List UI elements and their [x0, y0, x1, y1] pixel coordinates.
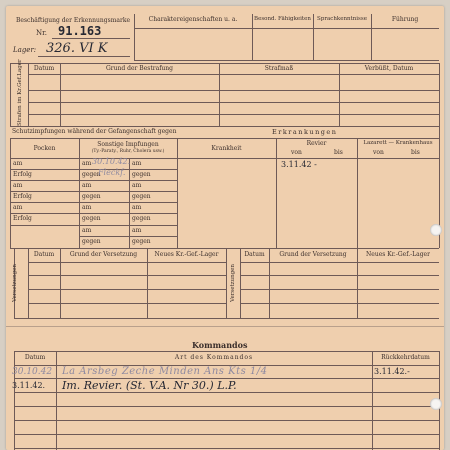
- kommando-row2-date: 3.11.42.: [12, 381, 46, 390]
- sonst-am-3a: am: [82, 204, 92, 211]
- kommando-row1-date: 30.10.42: [12, 367, 53, 377]
- vers-datum-2: Datum: [244, 251, 265, 258]
- sonst-gegen-4a: gegen: [82, 238, 101, 245]
- revier-bis: bis: [334, 149, 343, 156]
- beschaeftigung-label: Beschäftigung der Erkennungsmarke: [16, 17, 131, 24]
- pocken-am-1: am: [13, 160, 23, 167]
- versetzungen-side-2: Versetzungen: [230, 264, 236, 302]
- krankheit-header: Krankheit: [211, 145, 242, 152]
- fuehrung-header: Führung: [391, 16, 419, 23]
- pocken-am-3: am: [13, 204, 23, 211]
- fold-line: [6, 326, 444, 327]
- sonst-am-1a: am: [82, 160, 92, 167]
- vers-datum-1: Datum: [33, 251, 55, 258]
- strafen-datum-header: Datum: [33, 65, 55, 72]
- vers-neues-2: Neues Kr.-Gef.-Lager: [366, 251, 430, 258]
- faehigkeiten-header: Besond. Fähigkeiten: [254, 16, 311, 22]
- lazarett-bis: bis: [411, 149, 420, 156]
- sonst-gegen-1a: gegen: [82, 171, 101, 178]
- strafmass-header: Strafmaß: [264, 65, 294, 72]
- rueckkehr-header: Rückkehrdatum: [381, 354, 430, 361]
- sonst-gegen-3a: gegen: [82, 215, 101, 222]
- sonst-gegen-1b: gegen: [132, 171, 151, 178]
- sonst-am-3b: am: [132, 204, 142, 211]
- sonst-am-1b: am: [132, 160, 142, 167]
- charakter-header: Charaktereigenschaften u. a.: [148, 16, 238, 23]
- pocken-header: Pocken: [33, 145, 56, 152]
- sonstige-header: Sonstige Impfungen: [97, 141, 159, 148]
- kommando-row1-text: La Arsbeg Zeche Minden Ans Kts 1/4: [62, 366, 268, 377]
- strafen-side-label: Strafen im Kr.Gef.Lager: [17, 59, 23, 126]
- revier-von: von: [291, 149, 302, 156]
- strafen-grund-header: Grund der Bestrafung: [106, 65, 173, 72]
- verbuesst-header: Verbüßt, Datum: [364, 65, 414, 72]
- kommando-row1-return: 3.11.42.-: [374, 367, 410, 376]
- sonst-am-value: 30.10.42.: [92, 157, 131, 166]
- lager-value: 326. VI K: [46, 41, 108, 56]
- record-card: [6, 6, 444, 450]
- pocken-erfolg-2: Erfolg: [13, 193, 32, 200]
- lazarett-header: Lazarett — Krankenhaus: [363, 140, 433, 146]
- sprach-header: Sprachkenntnisse: [317, 16, 367, 22]
- punch-hole-top: [430, 224, 442, 236]
- nr-value: 91.163: [58, 24, 102, 38]
- kommandos-title: Kommandos: [192, 340, 248, 350]
- vers-neues-1: Neues Kr.-Gef.-Lager: [154, 251, 219, 258]
- sonst-gegen-2a: gegen: [82, 193, 101, 200]
- kommando-art-header: Art des Kommandos: [174, 354, 254, 361]
- sonst-am-4b: am: [132, 227, 142, 234]
- kommando-row2-text: Im. Revier. (St. V.A. Nr 30.) L.P.: [62, 379, 237, 392]
- kommando-datum-header: Datum: [24, 354, 46, 361]
- pocken-am-2: am: [13, 182, 23, 189]
- versetzungen-side-1: Versetzungen: [12, 264, 18, 302]
- pocken-erfolg-3: Erfolg: [13, 215, 32, 222]
- lager-label: Lager:: [13, 46, 37, 54]
- sonst-am-4a: am: [82, 227, 92, 234]
- sonst-gegen-value: Fleckf.: [98, 168, 126, 177]
- vers-grund-1: Grund der Versetzung: [69, 251, 138, 258]
- lazarett-von: von: [373, 149, 384, 156]
- sonst-gegen-4b: gegen: [132, 238, 151, 245]
- sonstige-sub: (Ty.-Paraty., Ruhr, Cholera usw.): [91, 149, 165, 154]
- revier-von-value: 3.11.42 -: [281, 160, 317, 169]
- punch-hole-bottom: [430, 398, 442, 410]
- nr-label: Nr.: [36, 29, 47, 37]
- sonst-gegen-2b: gegen: [132, 193, 151, 200]
- sonst-gegen-3b: gegen: [132, 215, 151, 222]
- sonst-am-2a: am: [82, 182, 92, 189]
- revier-header: Revier: [306, 140, 327, 147]
- pocken-erfolg-1: Erfolg: [13, 171, 32, 178]
- vers-grund-2: Grund der Versetzung: [279, 251, 347, 258]
- erkrankungen-heading: Erkrankungen: [272, 128, 338, 136]
- sonst-am-2b: am: [132, 182, 142, 189]
- impfungen-heading: Schutzimpfungen während der Gefangenschaft gegen: [12, 128, 177, 135]
